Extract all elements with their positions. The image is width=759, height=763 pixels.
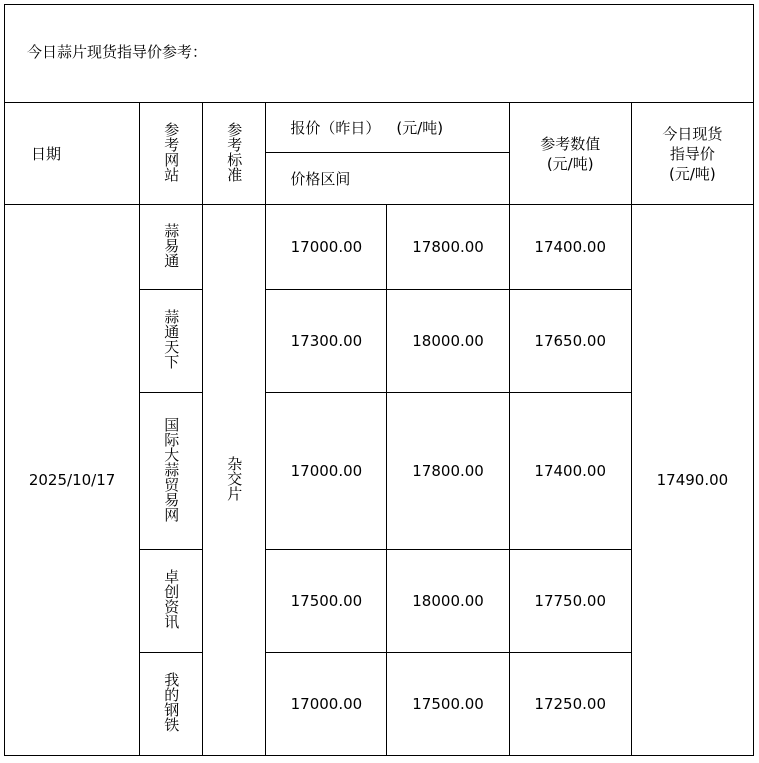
low-price-cell: 17000.00	[266, 653, 387, 756]
low-price-cell: 17000.00	[266, 205, 387, 290]
header-guide-unit: (元/吨)	[669, 164, 716, 183]
low-price-cell: 17500.00	[266, 550, 387, 653]
site-label: 卓创资讯	[162, 569, 181, 629]
high-price-cell: 17500.00	[387, 653, 509, 756]
high-price-cell: 17800.00	[387, 205, 509, 290]
site-cell	[140, 290, 203, 393]
guide-price-cell: 17490.00	[631, 205, 753, 756]
header-ref-label: 参考数值	[540, 134, 601, 153]
standard-label: 杂交片	[225, 455, 244, 501]
header-ref-unit: (元/吨)	[546, 154, 594, 173]
site-label: 我的钢铁	[162, 672, 181, 732]
header-site	[140, 103, 203, 205]
site-cell	[140, 653, 203, 756]
header-quote-label: 报价（昨日）	[290, 119, 381, 137]
ref-value-cell: 17650.00	[509, 290, 631, 393]
low-price-cell: 17300.00	[266, 290, 387, 393]
header-standard-label: 参考标准	[225, 121, 244, 182]
ref-value-cell: 17250.00	[509, 653, 631, 756]
site-label: 国际大蒜贸易网	[162, 416, 181, 522]
header-range: 价格区间	[266, 153, 509, 205]
low-price-cell: 17000.00	[266, 393, 387, 550]
site-cell	[140, 205, 203, 290]
site-cell	[140, 550, 203, 653]
header-ref-value	[509, 103, 631, 205]
high-price-cell: 18000.00	[387, 550, 509, 653]
ref-value-cell: 17400.00	[509, 205, 631, 290]
date-cell: 2025/10/17	[5, 205, 140, 756]
site-label: 蒜通天下	[162, 309, 181, 369]
site-label: 蒜易通	[162, 222, 181, 268]
header-quote-unit: (元/吨)	[396, 119, 444, 137]
header-guide-label-2: 指导价	[669, 144, 715, 163]
table-title: 今日蒜片现货指导价参考：	[5, 5, 754, 103]
header-site-label: 参考网站	[162, 121, 181, 182]
ref-value-cell: 17400.00	[509, 393, 631, 550]
ref-value-cell: 17750.00	[509, 550, 631, 653]
header-standard	[203, 103, 266, 205]
header-date: 日期	[5, 103, 140, 205]
standard-cell	[203, 205, 266, 756]
high-price-cell: 18000.00	[387, 290, 509, 393]
header-guide	[631, 103, 753, 205]
high-price-cell: 17800.00	[387, 393, 509, 550]
site-cell	[140, 393, 203, 550]
header-quote	[266, 103, 509, 153]
header-guide-label-1: 今日现货	[662, 124, 723, 143]
price-table	[4, 4, 754, 756]
